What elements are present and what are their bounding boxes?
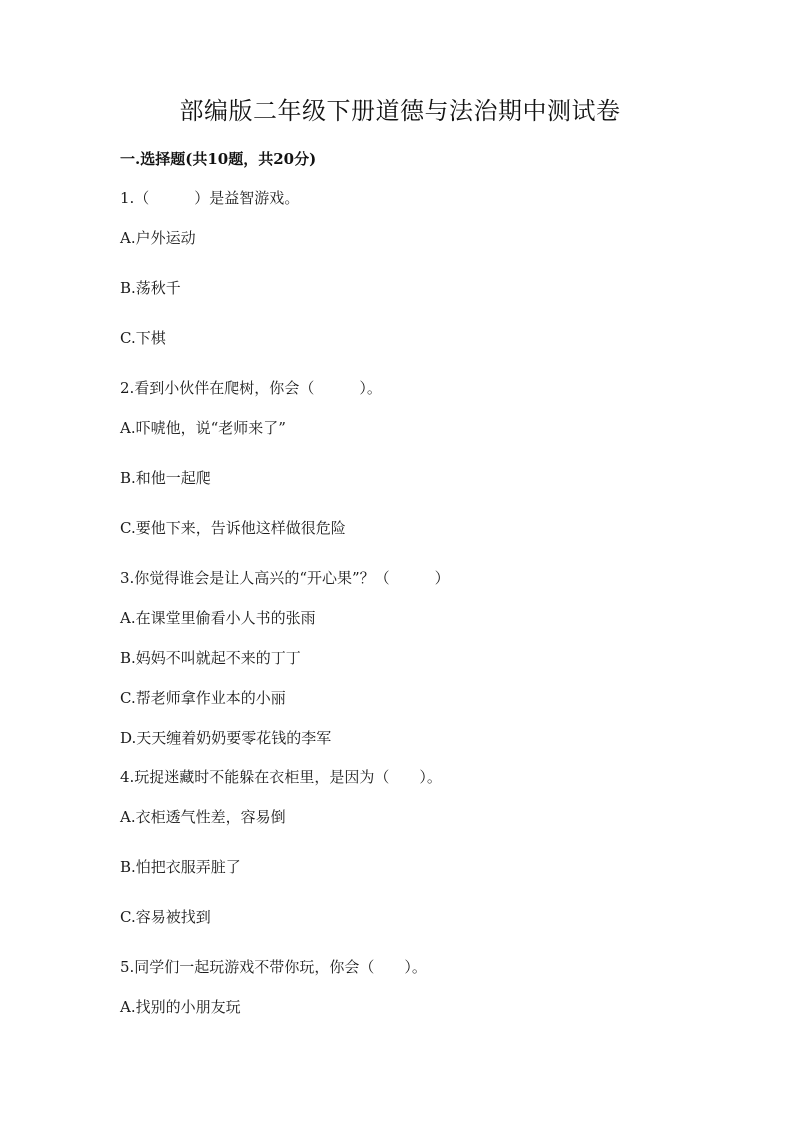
question-2-stem: 2.看到小伙伴在爬树，你会（ ）。 [120,379,382,397]
question-2-option-c: C.要他下来，告诉他这样做很危险 [120,519,346,537]
question-1-option-c: C.下棋 [120,329,166,347]
section-heading: 一.选择题(共10题，共20分) [120,150,317,168]
question-4-stem: 4.玩捉迷藏时不能躲在衣柜里，是因为（ ）。 [120,768,442,786]
question-2-option-a: A.吓唬他，说“老师来了” [120,419,286,437]
question-4-option-b: B.怕把衣服弄脏了 [120,858,241,876]
question-3-option-c: C.帮老师拿作业本的小丽 [120,689,286,707]
question-3-option-d: D.天天缠着奶奶要零花钱的李军 [120,729,332,747]
question-4-option-a: A.衣柜透气性差，容易倒 [120,808,286,826]
question-5-stem: 5.同学们一起玩游戏不带你玩，你会（ ）。 [120,958,427,976]
question-1-option-a: A.户外运动 [120,229,196,247]
question-5-option-a: A.找别的小朋友玩 [120,998,241,1016]
question-1-option-b: B.荡秋千 [120,279,181,297]
question-3-option-a: A.在课堂里偷看小人书的张雨 [120,609,316,627]
question-3-stem: 3.你觉得谁会是让人高兴的“开心果”？（ ） [120,569,450,587]
page-title: 部编版二年级下册道德与法治期中测试卷 [179,97,621,125]
question-3-option-b: B.妈妈不叫就起不来的丁丁 [120,649,301,667]
question-2-option-b: B.和他一起爬 [120,469,211,487]
question-4-option-c: C.容易被找到 [120,908,211,926]
question-1-stem: 1.（ ）是益智游戏。 [120,189,300,207]
